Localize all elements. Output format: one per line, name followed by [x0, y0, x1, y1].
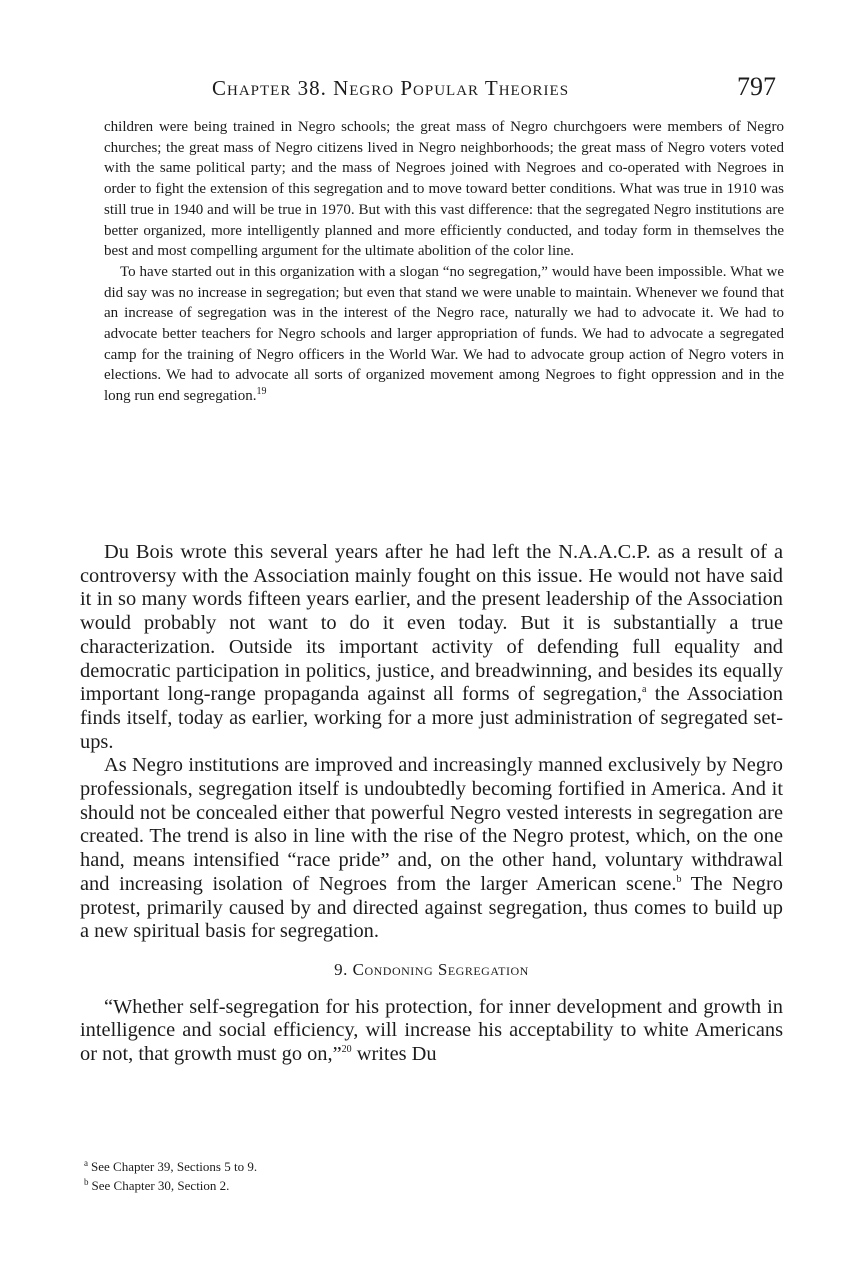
body-paragraph: As Negro institutions are improved and increasingly manned exclusively by Negro professionals, segregation itself is undoubtedly becoming fortified in America. And it should not be concealed either that powerful Negro vested interests in segregation are created. The trend is also in line with the rise of the Negro protest, which, on the one hand, means intensified “race pride” and, on the other hand, voluntary withdrawal and increasing isolation of Negroes from the larger American scene.$^b$ The Negro protest, primarily caused by and directed against segregation, thus comes to build up a new spiritual basis for segregation.	[80, 754, 783, 943]
footnote: $^b$ See Chapter 30, Section 2.	[84, 1176, 230, 1193]
body-paragraph: “Whether self-segregation for his protection, for inner development and growth in intelligence and social efficiency, will increase his acceptability to white Americans or not, that growth must go on,”$^{20}$ writes Du	[80, 995, 783, 1066]
quote-paragraph: To have started out in this organization with a slogan “no segregation,” would have been impossible. What we did say was no increase in segregation; but even that stand we were unable to maintain. Whenever we found that an increase of segregation was in the interest of the Negro race, naturally we had to advocate it. We had to advocate better teachers for Negro schools and larger appropriation of funds. We had to advocate a segregated camp for the training of Negro officers in the World War. We had to advocate group action of Negro voters in elections. We had to advocate all sorts of organized movement among Negroes to fight oppression and in the long run end segregation.$^{19}$	[104, 263, 784, 405]
main-text	[80, 541, 783, 1067]
page-number: 797	[737, 72, 776, 101]
footnote-mark: b	[84, 1176, 89, 1187]
running-head: Chapter 38. Negro Popular Theories	[212, 76, 570, 100]
footnote-ref: 19	[256, 386, 267, 398]
footnote-ref: a	[642, 684, 647, 696]
quote-paragraph: children were being trained in Negro schools; the great mass of Negro churchgoers were members of Negro churches; the great mass of Negro citizens lived in Negro neighborhoods; the great mass of Negro voters voted with the same political party; and the mass of Negroes joined with Negroes and co-operated with Negroes in order to fight the extension of this segregation and to move toward better conditions. What was true in 1910 was still true in 1940 and will be true in 1970. But with this vast difference: that the segregated Negro institutions are better organized, more intelligently planned and more efficiently conducted, and today form in themselves the best and most compelling argument for the ultimate abolition of the color line.	[104, 119, 784, 260]
section-heading: 9. Condoning Segregation	[334, 959, 529, 979]
body-paragraph: Du Bois wrote this several years after he had left the N.A.A.C.P. as a result of a controversy with the Association mainly fought on this issue. He would not have said it in so many words fifteen years earlier, and the present leadership of the Association would probably not want to do it even today. But it is substantially a true characterization. Outside its important activity of defending full equality and democratic participation in politics, justice, and breadwinning, and besides its equally important long-range propaganda against all forms of segregation,$^a$ the Association finds itself, today as earlier, working for a more just administration of segregated set-ups.	[80, 541, 784, 753]
footnote-mark: a	[84, 1157, 88, 1168]
page-header	[0, 72, 864, 112]
footnote: $^a$ See Chapter 39, Sections 5 to 9.	[84, 1157, 258, 1174]
footnotes	[84, 1157, 684, 1195]
footnote-ref: 20	[341, 1044, 352, 1056]
footnote-ref: b	[676, 874, 682, 886]
block-quote	[104, 117, 784, 407]
